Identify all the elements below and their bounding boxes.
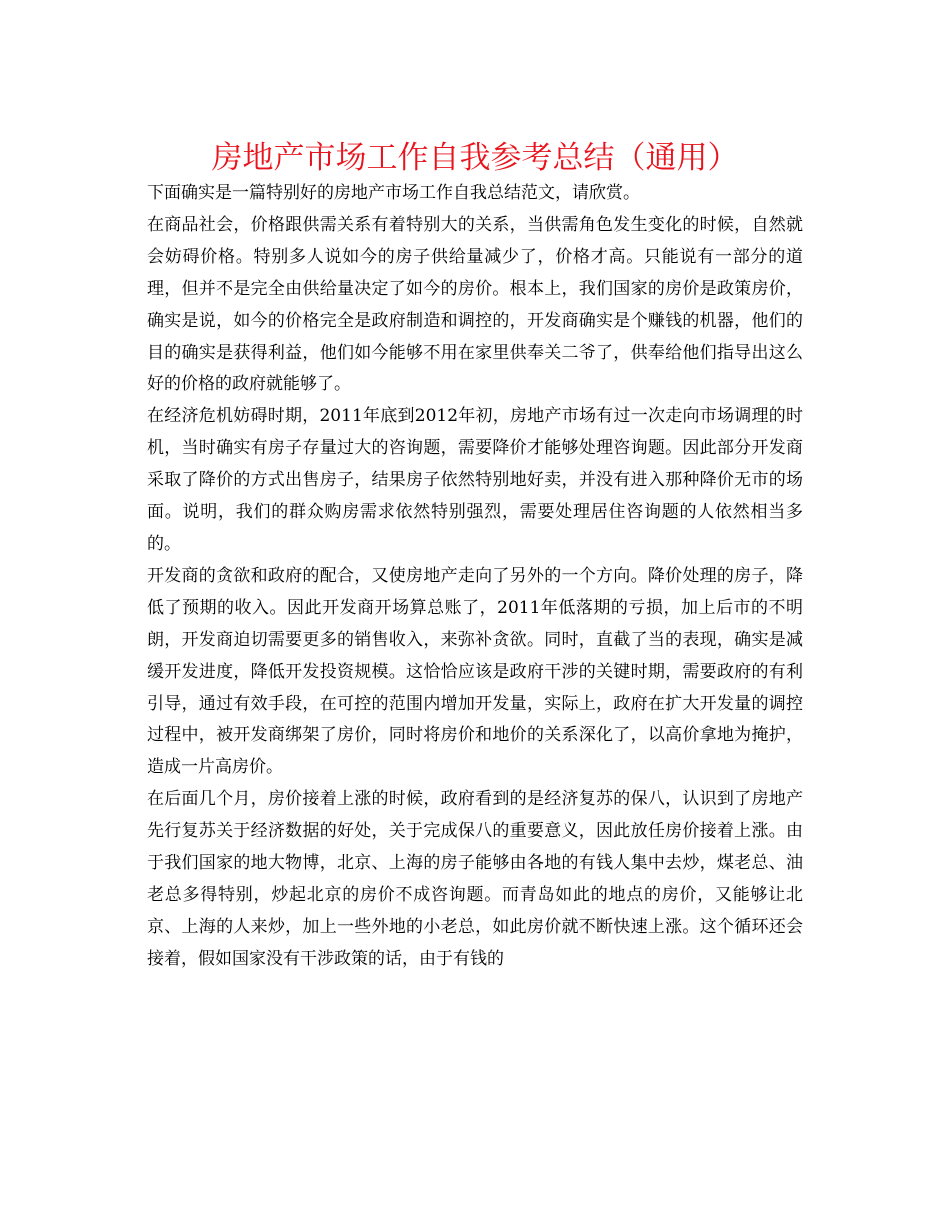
document-body: [147, 178, 803, 976]
paragraph-intro: 下面确实是一篇特别好的房地产市场工作自我总结范文，请欣赏。: [147, 183, 640, 203]
document-title: 房地产市场工作自我参考总结（通用）: [211, 140, 739, 176]
paragraph-price-rise: 在后面几个月，房价接着上涨的时候，政府看到的是经济复苏的保八，认识到了房地产先行复苏关于经济数据的好处，关于完成保八的重要意义，因此放任房价接着上涨。由于我们国家的地大物博，北京、上海的房子能够由各地的有钱人集中去炒，煤老总、油老总多得特别，炒起北京的房价不成咨询题。而青岛如此的地点的房价，又能够让北京、上海的人来炒，加上一些外地的小老总，如此房价就不断快速上涨。这个循环还会接着，假如国家没有干涉政策的话，由于有钱的: [147, 789, 803, 969]
paragraph-supply-demand: 在商品社会，价格跟供需关系有着特别大的关系，当供需角色发生变化的时候，自然就会妨碍价格。特别多人说如今的房子供给量减少了，价格才高。只能说有一部分的道理，但并不是完全由供给量决定了如今的房价。根本上，我们国家的房价是政策房价，确实是说，如今的价格完全是政府制造和调控的，开发商确实是个赚钱的机器，他们的目的确实是获得利益，他们如今能够不用在家里供奉关二爷了，供奉给他们指导出这么好的价格的政府就能够了。: [147, 214, 803, 395]
paragraph-economic-crisis: 在经济危机妨碍时期，2011年底到2012年初，房地产市场有过一次走向市场调理的时机，当时确实有房子存量过大的咨询题，需要降价才能够处理咨询题。因此部分开发商采取了降价的方式出售房子，结果房子依然特别地好卖，并没有进入那种降价无市的场面。说明，我们的群众购房需求依然特别强烈，需要处理居住咨询题的人依然相当多的。: [147, 406, 803, 554]
paragraph-developer-greed: 开发商的贪欲和政府的配合，又使房地产走向了另外的一个方向。降价处理的房子，降低了预期的收入。因此开发商开场算总账了，2011年低落期的亏损，加上后市的不明朗，开发商迫切需要更多的销售收入，来弥补贪欲。同时，直截了当的表现，确实是减缓开发进度，降低开发投资规模。这恰恰应该是政府干涉的关键时期，需要政府的有利引导，通过有效手段，在可控的范围内增加开发量，实际上，政府在扩大开发量的调控过程中，被开发商绑架了房价，同时将房价和地价的关系深化了，以高价拿地为掩护，造成一片高房价。: [147, 565, 803, 778]
